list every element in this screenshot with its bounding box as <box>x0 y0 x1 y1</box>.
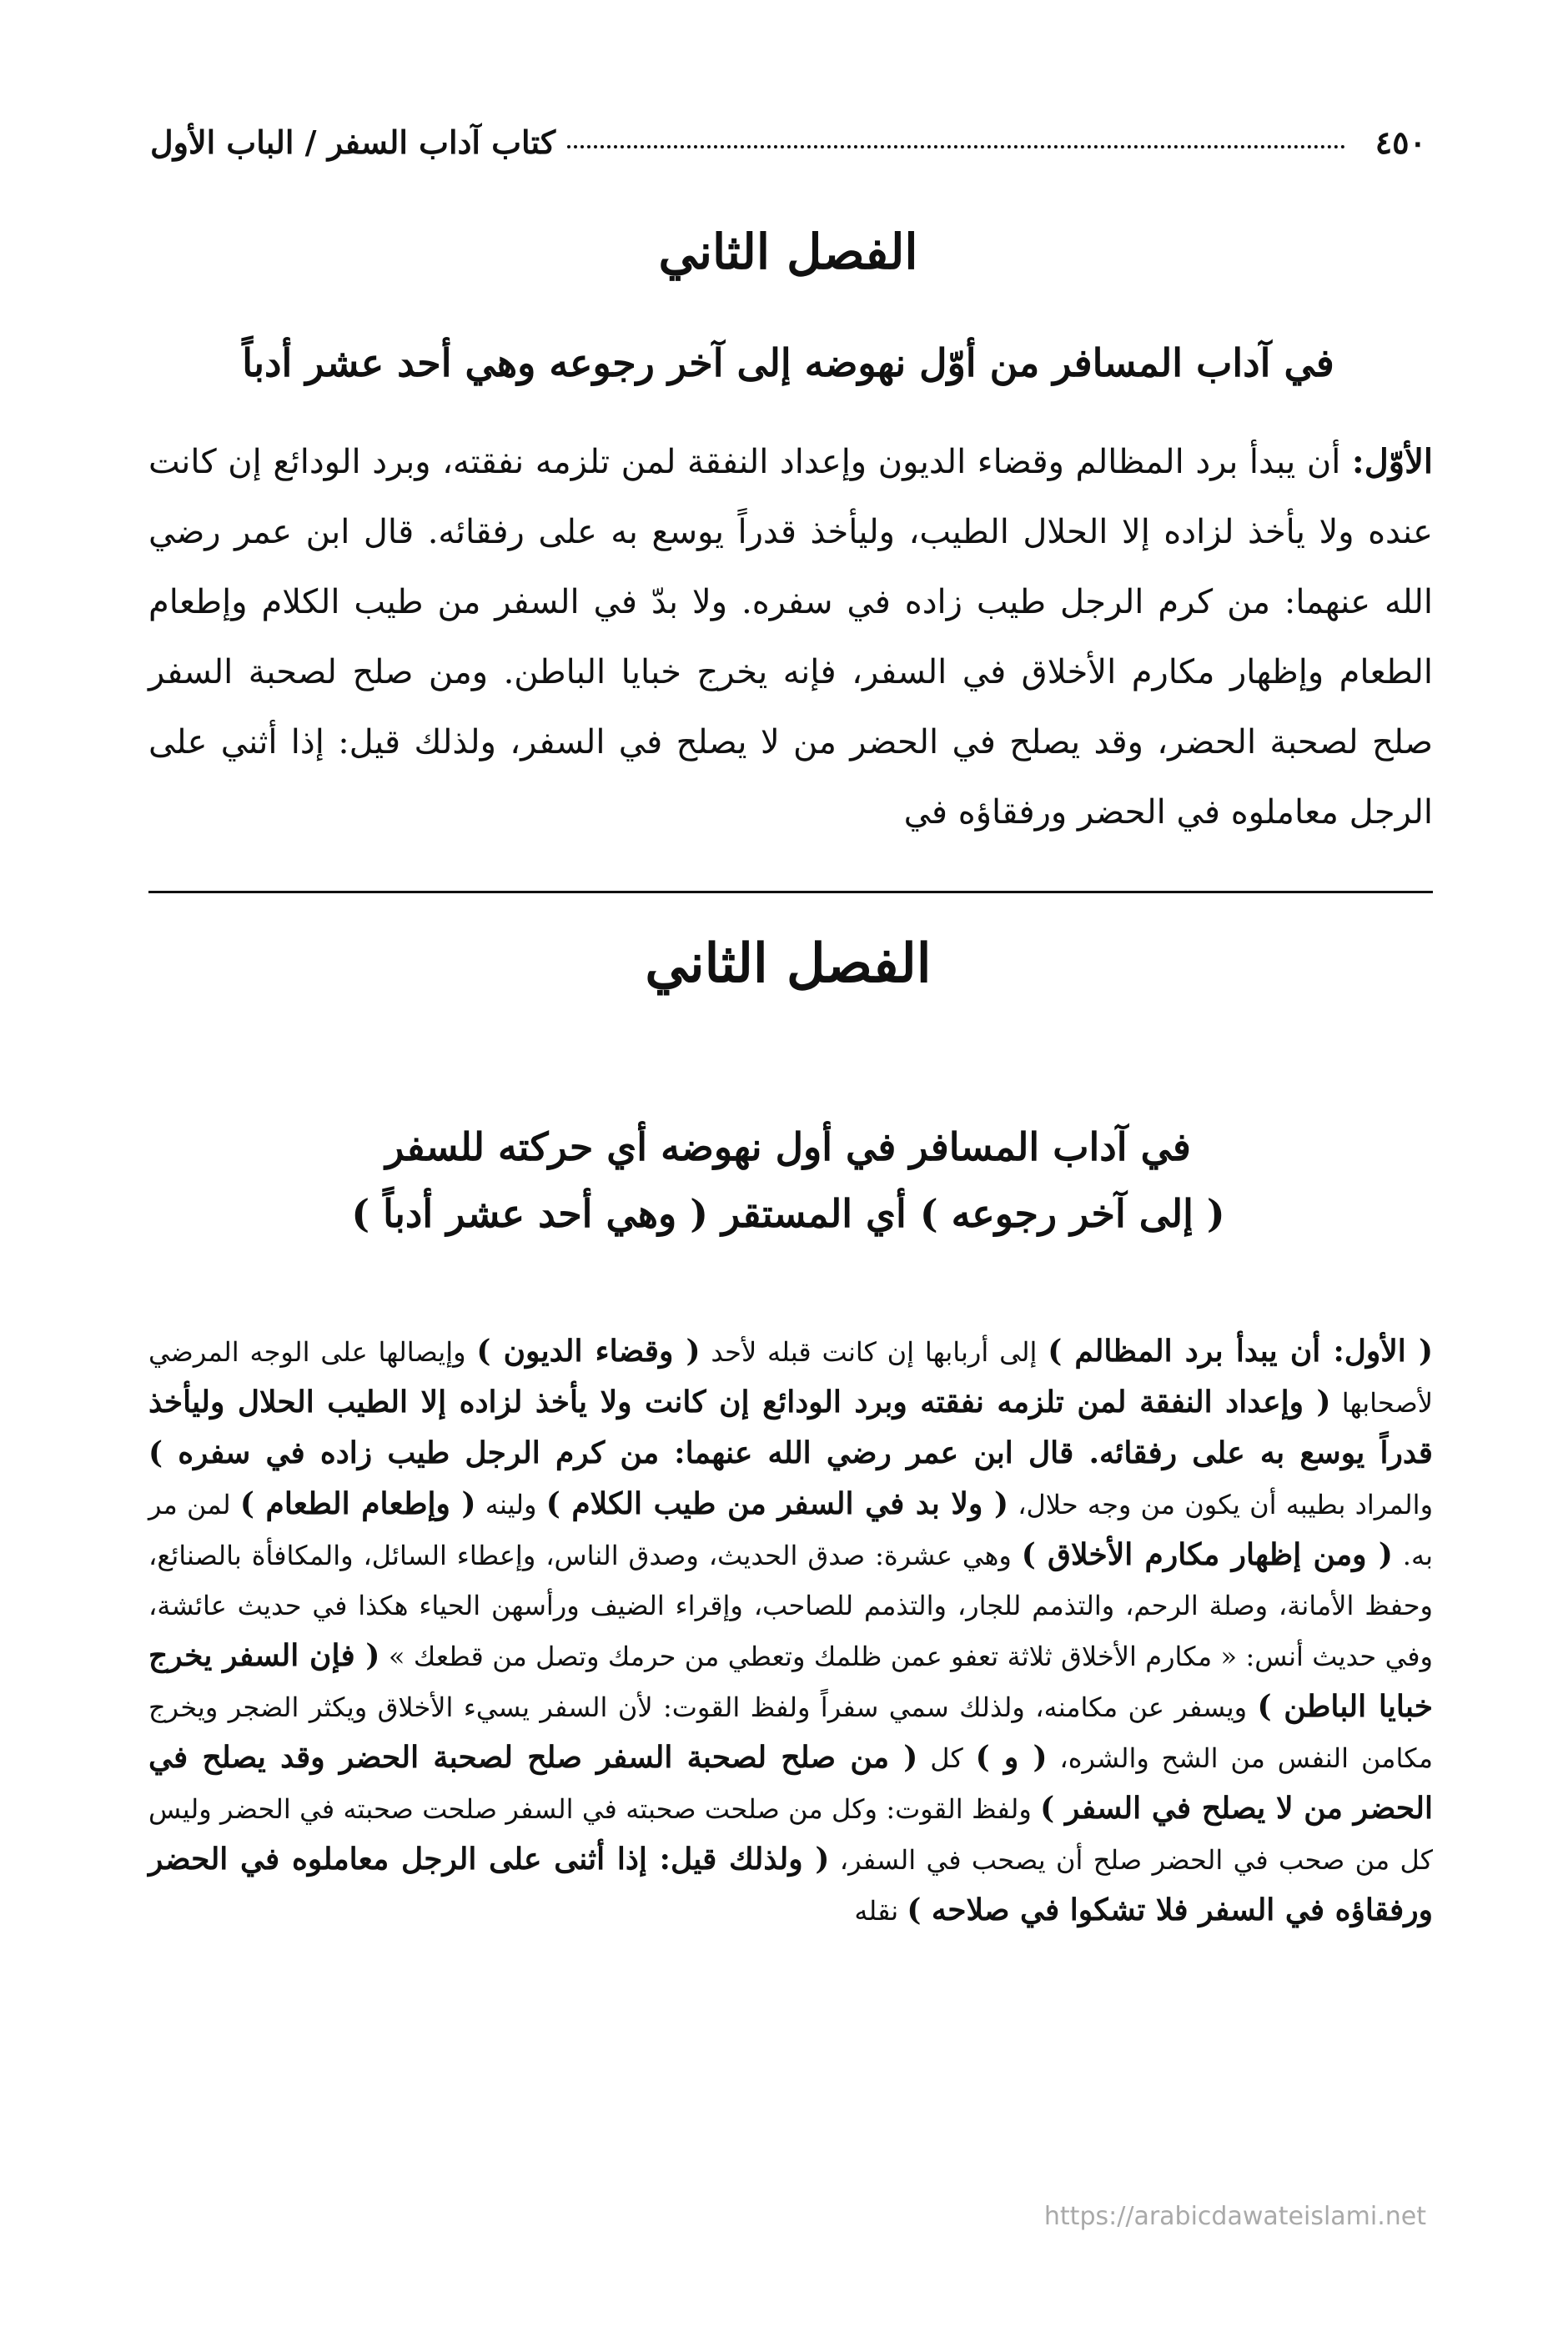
matn-quote: ( وقضاء الديون ) <box>476 1334 701 1369</box>
commentary-text: ولينه <box>475 1489 546 1520</box>
commentary-text: ولفظ القوت: وكل من صلحت صحبته في السفر صلحت صحبته في الحضر وليس كل من صحب في الحضر صلح أن يصحب في السفر، <box>148 1793 1434 1876</box>
commentary-subheading <box>150 1113 1426 1247</box>
matn-quote: ( وإطعام الطعام ) <box>239 1486 476 1521</box>
matn-quote: ( الأول: أن يبدأ برد المظالم ) <box>1048 1334 1434 1369</box>
matn-quote: ( ولا بد في السفر من طيب الكلام ) <box>545 1486 1008 1521</box>
top-section-lead: الأوّل: <box>1351 442 1433 481</box>
matn-quote: ( من صلح لصحبة السفر صلح لصحبة الحضر وقد يصلح في الحضر من لا يصلح في السفر ) <box>148 1740 1434 1826</box>
section-divider <box>148 891 1433 893</box>
header-leader-dots <box>567 145 1345 148</box>
commentary-heading: الفصل الثاني <box>645 932 932 995</box>
matn-quote: ( ومن إظهار مكارم الأخلاق ) <box>1021 1537 1393 1572</box>
running-header <box>150 117 1426 167</box>
top-section-text: أن يبدأ برد المظالم وقضاء الديون وإعداد النفقة لمن تلزمه نفقته، وبرد الودائع إن كانت عنده ولا يأخذ لزاده إلا الحلال الطيب، وليأخذ قدراً يوسع به على رفقائه. قال ابن عمر رضي الله عنهما: من كرم الرجل طيب زاده في سفره. ولا بدّ في السفر من طيب الكلام وإطعام الطعام وإظهار مكارم الأخلاق في السفر، فإنه يخرج خبايا الباطن. ومن صلح لصحبة السفر صلح لصحبة الحضر، وقد يصلح في الحضر من لا يصلح في السفر، ولذلك قيل: إذا أثني على الرجل معاملوه في الحضر ورفقاؤه في <box>148 443 1433 832</box>
commentary-text: نقله <box>854 1895 907 1927</box>
matn-quote: ( وإعداد النفقة لمن تلزمه نفقته وبرد الودائع إن كانت ولا يأخذ لزاده إلا الطيب الحلال وليأخذ قدراً يوسع به على رفقائه. قال ابن عمر رضي الله عنهما: من كرم الرجل طيب زاده في سفره ) <box>148 1385 1433 1470</box>
header-title: كتاب آداب السفر / الباب الأول <box>150 123 556 161</box>
matn-quote: ( فإن السفر يخرج خبايا الباطن ) <box>148 1638 1433 1724</box>
top-section-subheading: في آداب المسافر من أوّل نهوضه إلى آخر رجوعه وهي أحد عشر أدباً <box>242 340 1334 385</box>
page-number: ٤٥٠ <box>1375 123 1426 161</box>
commentary-text: كل <box>917 1742 976 1774</box>
matn-quote: ( و ) <box>975 1740 1048 1775</box>
top-section-paragraph <box>148 427 1433 847</box>
commentary-subheading-line-2: ( إلى آخر رجوعه ) أي المستقر ( وهي أحد عشر أدباً ) <box>351 1191 1225 1236</box>
commentary-text: إلى أربابها إن كانت قبله لأحد <box>700 1336 1048 1368</box>
commentary-text: لمن مر به. <box>148 1489 1434 1571</box>
commentary-text: وهي عشرة: صدق الحديث، وصدق الناس، وإعطاء السائل، والمكافأة بالصنائع، وحفظ الأمانة، وصلة الرحم، والتذمم للجار، والتذمم للصاحب، وإقراء الضيف ورأسهن الحياء هكذا في حديث عائشة، وفي حديث أنس: « مكارم الأخلاق ثلاثة تعفو عمن ظلمك وتعطي من حرمك وتصل من قطعك » <box>148 1540 1434 1672</box>
source-watermark: https://arabicdawateislami.net <box>1043 2202 1426 2231</box>
matn-quote: ( ولذلك قيل: إذا أثنى على الرجل معاملوه في الحضر ورفقاؤه في السفر فلا تشكوا في صلاحه ) <box>148 1842 1433 1927</box>
commentary-text: والمراد بطيبه أن يكون من وجه حلال، <box>1008 1489 1434 1520</box>
commentary-text: وإيصالها على الوجه المرضي لأصحابها <box>148 1336 1434 1419</box>
top-section-heading: الفصل الثاني <box>658 224 918 280</box>
commentary-subheading-line-1: في آداب المسافر في أول نهوضه أي حركته للسفر <box>385 1124 1191 1169</box>
commentary-body <box>148 1326 1433 1936</box>
commentary-text: ويسفر عن مكامنه، ولذلك سمي سفراً ولفظ القوت: لأن السفر يسيء الأخلاق ويكثر الضجر ويخرج مكامن النفس من الشح والشره، <box>148 1691 1434 1774</box>
